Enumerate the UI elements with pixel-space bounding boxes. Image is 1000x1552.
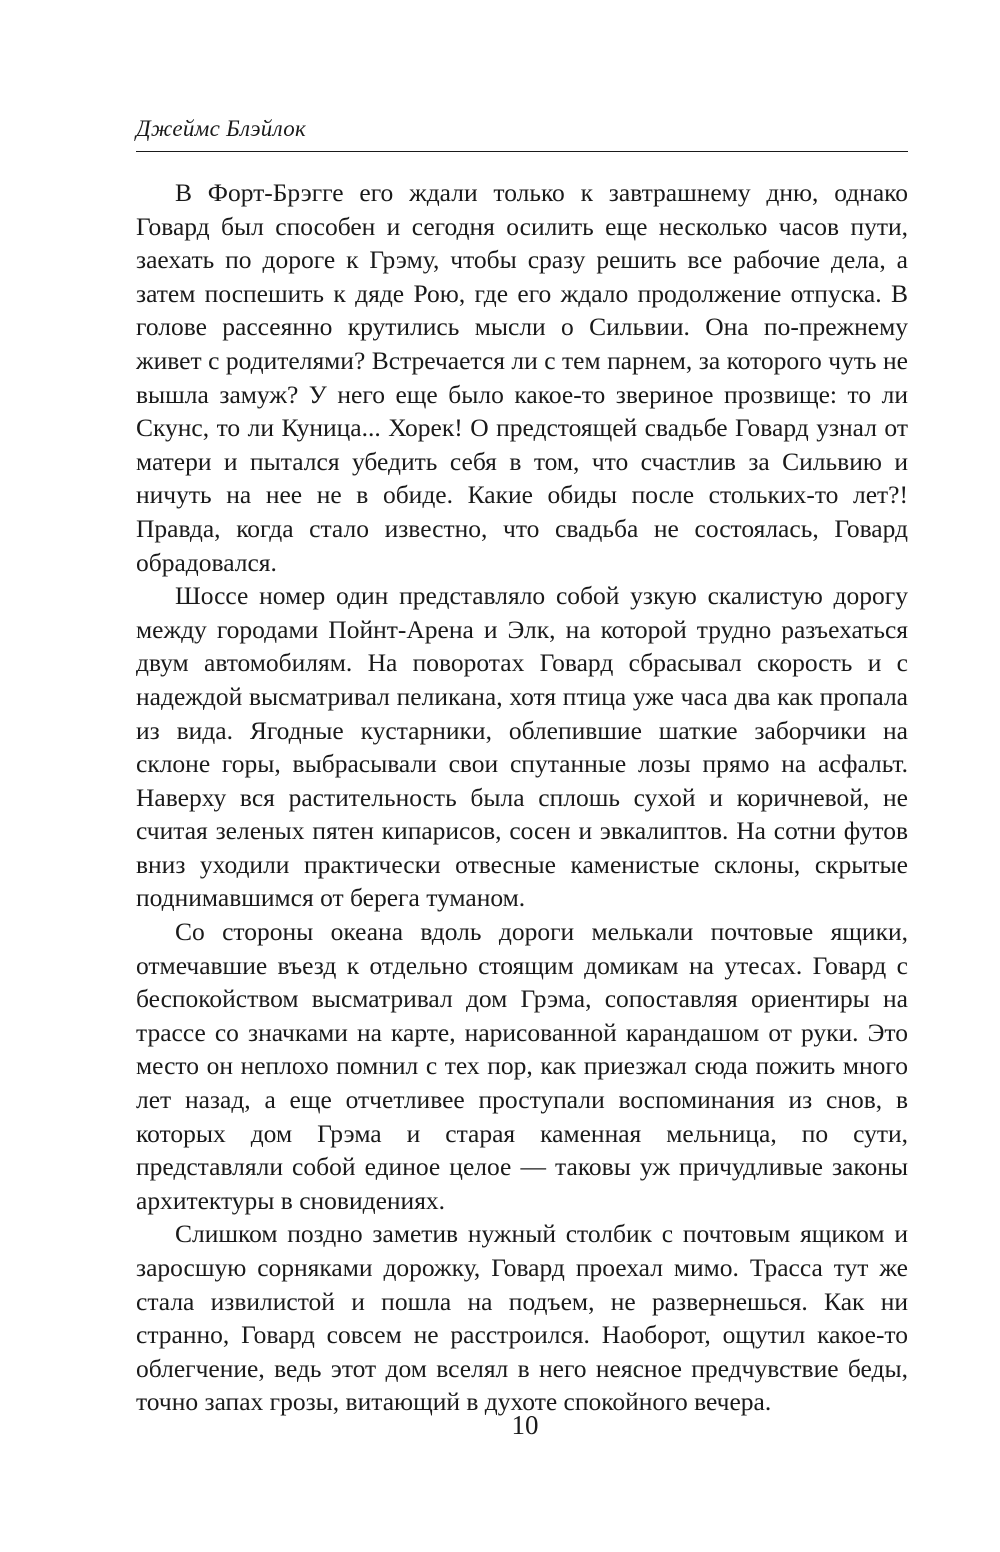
paragraph: Шоссе номер один представляло собой узкую скалистую дорогу между городами Пойнт-Арена и Элк, на которой трудно разъехаться двум автомобилям. На поворотах Говард сбрасывал скорость и с надеждой высматривал пеликана, хотя птица уже часа два как пропала из вида. Ягодные кустарники, облепившие шаткие заборчики на склоне горы, выбрасывали свои спутанные лозы прямо на асфальт. Наверху вся растительность была сплошь сухой и коричневой, не считая зеленых пятен кипарисов, сосен и эвкалиптов. На сотни футов вниз уходили практически отвесные каменистые склоны, скрытые поднимавшимся от берега туманом.: [136, 581, 908, 913]
body-text: [136, 176, 908, 1419]
page-number: 10: [511, 1410, 539, 1440]
header-rule: [136, 151, 908, 152]
paragraph: Со стороны океана вдоль дороги мелькали почтовые ящики, отмечавшие въезд к отдельно стоящим домикам на утесах. Говард с беспокойством высматривал дом Грэма, сопоставляя ориентиры на трассе со значками на карте, нарисованной карандашом от руки. Это место он неплохо помнил с тех пор, как приезжал сюда пожить много лет назад, а еще отчетливее проступали воспоминания из снов, в которых дом Грэма и старая каменная мельница, по сути, представляли собой единое целое — таковы уж причудливые законы архитектуры в сновидениях.: [136, 917, 908, 1215]
paragraph: Слишком поздно заметив нужный столбик с почтовым ящиком и заросшую сорняками дорожку, Говард проехал мимо. Трасса тут же стала извилистой и пошла на подъем, не развернешься. Как ни странно, Говард совсем не расстроился. Наоборот, ощутил какое-то облегчение, ведь этот дом вселял в него неясное предчувствие беды, точно запах грозы, витающий в духоте спокойного вечера.: [136, 1219, 908, 1417]
running-head: Джеймс Блэйлок: [136, 116, 307, 141]
paragraph: В Форт-Брэгге его ждали только к завтрашнему дню, однако Говард был способен и сегодня осилить еще несколько часов пути, заехать по дороге к Грэму, чтобы сразу решить все рабочие дела, а затем поспешить к дяде Рою, где его ждало продолжение отпуска. В голове рассеянно крутились мысли о Сильвии. Она по-прежнему живет с родителями? Встречается ли с тем парнем, за которого чуть не вышла замуж? У него еще было какое-то звериное прозвище: то ли Скунс, то ли Куница... Хорек! О предстоящей свадьбе Говард узнал от матери и пытался убедить себя в том, что счастлив за Сильвию и ничуть на нее не в обиде. Какие обиды после стольких-то лет?! Правда, когда стало известно, что свадьба не состоялась, Говард обрадовался.: [136, 178, 908, 577]
